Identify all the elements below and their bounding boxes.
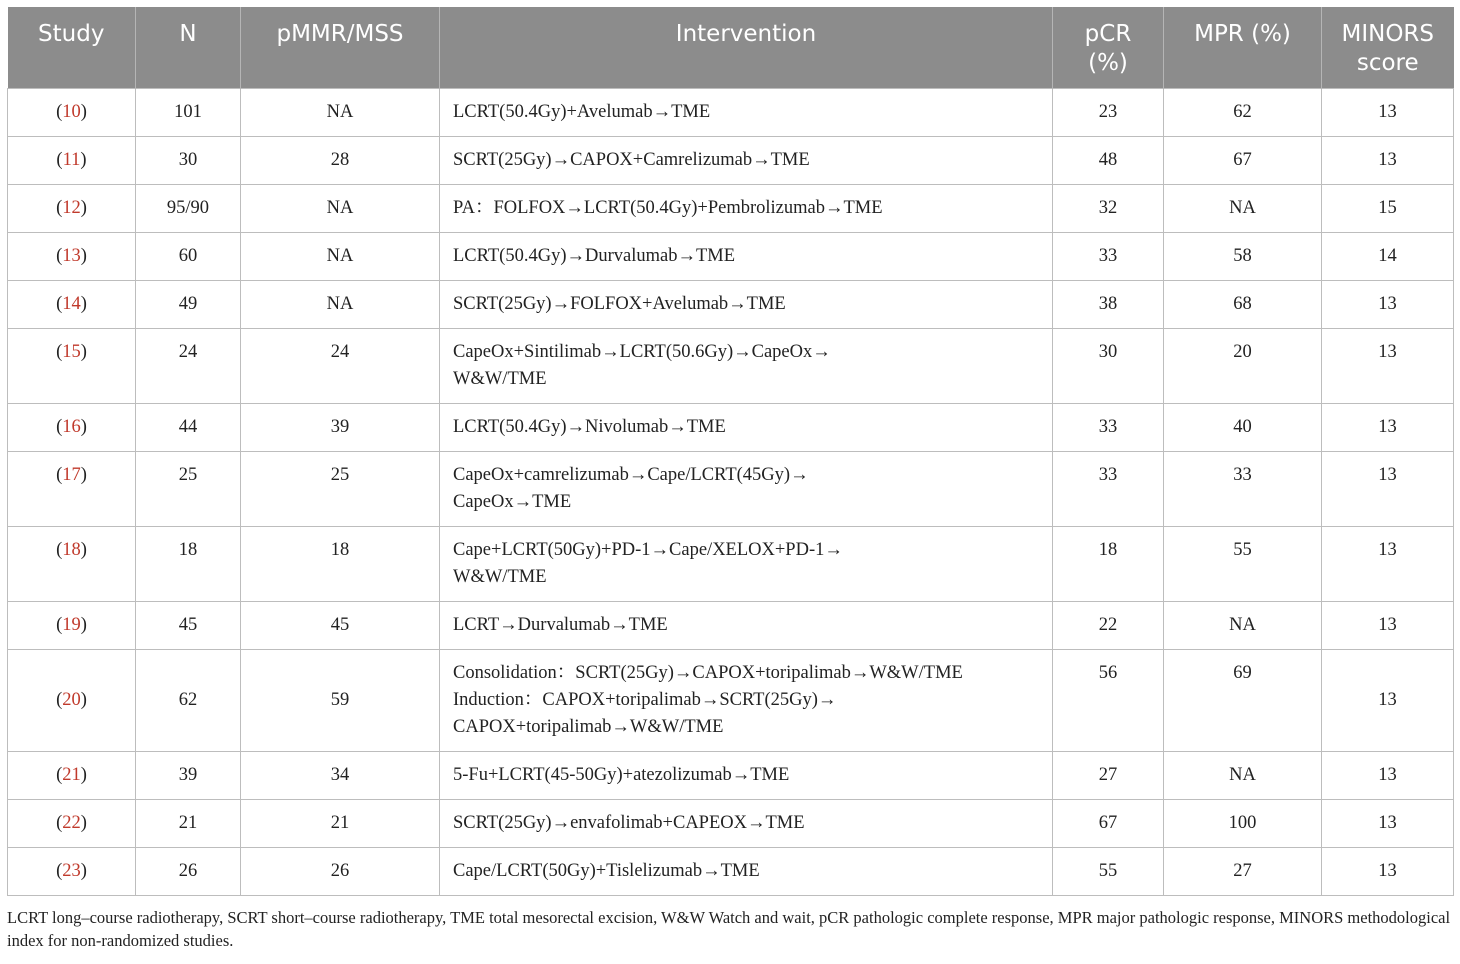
cell-mpr: 58 xyxy=(1164,233,1322,281)
header-n xyxy=(136,7,241,89)
cell-pcr: 33 xyxy=(1053,233,1164,281)
cell-mpr: 100 xyxy=(1164,800,1322,848)
reference-link[interactable]: 23 xyxy=(62,861,81,881)
header-line: MPR (%) xyxy=(1194,21,1291,47)
cell-minors-score: 13 xyxy=(1322,404,1454,452)
table-row xyxy=(8,89,1454,137)
cell-intervention xyxy=(440,650,1053,752)
cell-pmmr-mss: 25 xyxy=(241,452,440,527)
cell-mpr: 67 xyxy=(1164,137,1322,185)
cell-pcr: 55 xyxy=(1053,848,1164,896)
header-line: pCR xyxy=(1084,21,1132,47)
cell-minors-score: 13 xyxy=(1322,281,1454,329)
cell-intervention xyxy=(440,329,1053,404)
cell-intervention xyxy=(440,233,1053,281)
cell-pmmr-mss: 39 xyxy=(241,404,440,452)
cell-intervention xyxy=(440,527,1053,602)
cell-study: (10) xyxy=(8,89,136,137)
cell-mpr: 33 xyxy=(1164,452,1322,527)
intervention-line: LCRT→Durvalumab→TME xyxy=(453,615,668,635)
cell-minors-score: 13 xyxy=(1322,329,1454,404)
intervention-line: LCRT(50.4Gy)→Durvalumab→TME xyxy=(453,246,735,266)
cell-pmmr-mss: NA xyxy=(241,185,440,233)
cell-study: (14) xyxy=(8,281,136,329)
intervention-line: Consolidation：SCRT(25Gy)→CAPOX+toripalimab→W&W/TME xyxy=(453,663,963,683)
cell-intervention xyxy=(440,848,1053,896)
cell-minors-score: 15 xyxy=(1322,185,1454,233)
intervention-line: CapeOx→TME xyxy=(453,492,572,512)
cell-mpr: 20 xyxy=(1164,329,1322,404)
cell-pmmr-mss: 21 xyxy=(241,800,440,848)
cell-pcr: 38 xyxy=(1053,281,1164,329)
cell-pmmr-mss: 34 xyxy=(241,752,440,800)
table-row xyxy=(8,404,1454,452)
cell-n: 24 xyxy=(136,329,241,404)
cell-pmmr-mss: NA xyxy=(241,281,440,329)
studies-table xyxy=(7,7,1454,896)
table-row xyxy=(8,233,1454,281)
reference-link[interactable]: 20 xyxy=(62,690,81,710)
intervention-line: SCRT(25Gy)→FOLFOX+Avelumab→TME xyxy=(453,294,786,314)
header-line: pMMR/MSS xyxy=(276,21,404,47)
cell-pmmr-mss: 28 xyxy=(241,137,440,185)
reference-link[interactable]: 13 xyxy=(62,246,81,266)
header-line: MINORS xyxy=(1341,21,1435,47)
data-table-container xyxy=(7,7,1453,896)
reference-link[interactable]: 11 xyxy=(62,150,81,170)
cell-minors-score: 13 xyxy=(1322,527,1454,602)
header-line: Intervention xyxy=(675,21,817,47)
cell-pcr: 30 xyxy=(1053,329,1164,404)
intervention-line: CAPOX+toripalimab→W&W/TME xyxy=(453,717,724,737)
table-row xyxy=(8,800,1454,848)
cell-minors-score: 13 xyxy=(1322,89,1454,137)
header-intervention xyxy=(440,7,1053,89)
cell-pcr: 33 xyxy=(1053,452,1164,527)
intervention-line: CapeOx+camrelizumab→Cape/LCRT(45Gy)→ xyxy=(453,465,809,485)
intervention-line: SCRT(25Gy)→envafolimab+CAPEOX→TME xyxy=(453,813,805,833)
table-row xyxy=(8,752,1454,800)
intervention-line: Cape/LCRT(50Gy)+Tislelizumab→TME xyxy=(453,861,760,881)
cell-pcr: 32 xyxy=(1053,185,1164,233)
cell-mpr: 40 xyxy=(1164,404,1322,452)
intervention-line: 5-Fu+LCRT(45-50Gy)+atezolizumab→TME xyxy=(453,765,790,785)
cell-minors-score: 13 xyxy=(1322,848,1454,896)
cell-pcr: 27 xyxy=(1053,752,1164,800)
cell-pcr: 48 xyxy=(1053,137,1164,185)
cell-minors-score: 13 xyxy=(1322,752,1454,800)
cell-minors-score: 13 xyxy=(1322,452,1454,527)
reference-link[interactable]: 22 xyxy=(62,813,81,833)
cell-mpr: 68 xyxy=(1164,281,1322,329)
cell-pcr: 22 xyxy=(1053,602,1164,650)
cell-intervention xyxy=(440,137,1053,185)
cell-intervention xyxy=(440,185,1053,233)
reference-link[interactable]: 15 xyxy=(62,342,81,362)
cell-n: 62 xyxy=(136,650,241,752)
reference-link[interactable]: 16 xyxy=(62,417,81,437)
header-line: score xyxy=(1356,50,1419,76)
cell-n: 95/90 xyxy=(136,185,241,233)
header-line: (%) xyxy=(1088,50,1128,76)
cell-mpr: NA xyxy=(1164,752,1322,800)
cell-pcr: 56 xyxy=(1053,650,1164,752)
cell-intervention xyxy=(440,281,1053,329)
cell-minors-score: 13 xyxy=(1322,137,1454,185)
cell-n: 30 xyxy=(136,137,241,185)
cell-study: (21) xyxy=(8,752,136,800)
cell-pcr: 33 xyxy=(1053,404,1164,452)
cell-n: 26 xyxy=(136,848,241,896)
cell-intervention xyxy=(440,404,1053,452)
cell-study: (13) xyxy=(8,233,136,281)
cell-study: (12) xyxy=(8,185,136,233)
header-minors-score xyxy=(1322,7,1454,89)
table-row xyxy=(8,329,1454,404)
reference-link[interactable]: 10 xyxy=(62,102,81,122)
cell-minors-score: 13 xyxy=(1322,650,1454,752)
cell-mpr: 62 xyxy=(1164,89,1322,137)
cell-intervention xyxy=(440,89,1053,137)
cell-minors-score: 14 xyxy=(1322,233,1454,281)
cell-pcr: 23 xyxy=(1053,89,1164,137)
table-header-row xyxy=(8,7,1454,89)
intervention-line: SCRT(25Gy)→CAPOX+Camrelizumab→TME xyxy=(453,150,810,170)
header-pcr xyxy=(1053,7,1164,89)
cell-intervention xyxy=(440,752,1053,800)
cell-pmmr-mss: 24 xyxy=(241,329,440,404)
reference-link[interactable]: 21 xyxy=(62,765,81,785)
intervention-line: LCRT(50.4Gy)+Avelumab→TME xyxy=(453,102,711,122)
reference-link[interactable]: 14 xyxy=(62,294,81,314)
header-line: Study xyxy=(38,21,105,47)
cell-n: 21 xyxy=(136,800,241,848)
intervention-line: Cape+LCRT(50Gy)+PD-1→Cape/XELOX+PD-1→ xyxy=(453,540,843,560)
cell-pmmr-mss: 26 xyxy=(241,848,440,896)
table-row xyxy=(8,650,1454,752)
table-body xyxy=(8,89,1454,896)
table-row xyxy=(8,281,1454,329)
header-mpr xyxy=(1164,7,1322,89)
table-footnote: LCRT long–course radiotherapy, SCRT short–course radiotherapy, TME total mesorectal excision, W&W Watch and wait, pCR pathologic complete response, MPR major pathologic response, MINORS methodological index for non-randomized studies. xyxy=(7,908,1451,950)
cell-n: 25 xyxy=(136,452,241,527)
reference-link[interactable]: 19 xyxy=(62,615,81,635)
cell-study: (17) xyxy=(8,452,136,527)
cell-mpr: NA xyxy=(1164,185,1322,233)
reference-link[interactable]: 17 xyxy=(62,465,81,485)
cell-minors-score: 13 xyxy=(1322,800,1454,848)
cell-study: (16) xyxy=(8,404,136,452)
cell-n: 39 xyxy=(136,752,241,800)
cell-pmmr-mss: 59 xyxy=(241,650,440,752)
cell-n: 60 xyxy=(136,233,241,281)
cell-study: (11) xyxy=(8,137,136,185)
cell-pmmr-mss: NA xyxy=(241,89,440,137)
cell-study: (19) xyxy=(8,602,136,650)
cell-pmmr-mss: NA xyxy=(241,233,440,281)
cell-mpr: 27 xyxy=(1164,848,1322,896)
cell-n: 49 xyxy=(136,281,241,329)
cell-mpr: 55 xyxy=(1164,527,1322,602)
intervention-line: LCRT(50.4Gy)→Nivolumab→TME xyxy=(453,417,726,437)
table-row xyxy=(8,527,1454,602)
cell-n: 45 xyxy=(136,602,241,650)
reference-link[interactable]: 18 xyxy=(62,540,81,560)
cell-study: (20) xyxy=(8,650,136,752)
header-pmmr-mss xyxy=(241,7,440,89)
cell-intervention xyxy=(440,452,1053,527)
cell-intervention xyxy=(440,602,1053,650)
cell-n: 101 xyxy=(136,89,241,137)
table-row xyxy=(8,848,1454,896)
cell-pcr: 67 xyxy=(1053,800,1164,848)
cell-study: (18) xyxy=(8,527,136,602)
cell-pmmr-mss: 45 xyxy=(241,602,440,650)
cell-pcr: 18 xyxy=(1053,527,1164,602)
intervention-line: W&W/TME xyxy=(453,567,547,587)
cell-study: (15) xyxy=(8,329,136,404)
cell-n: 44 xyxy=(136,404,241,452)
table-row xyxy=(8,452,1454,527)
cell-mpr: 69 xyxy=(1164,650,1322,752)
table-row xyxy=(8,137,1454,185)
cell-intervention xyxy=(440,800,1053,848)
reference-link[interactable]: 12 xyxy=(62,198,81,218)
cell-study: (22) xyxy=(8,800,136,848)
cell-n: 18 xyxy=(136,527,241,602)
cell-pmmr-mss: 18 xyxy=(241,527,440,602)
intervention-line: PA：FOLFOX→LCRT(50.4Gy)+Pembrolizumab→TME xyxy=(453,198,883,218)
header-study xyxy=(8,7,136,89)
table-row xyxy=(8,602,1454,650)
intervention-line: CapeOx+Sintilimab→LCRT(50.6Gy)→CapeOx→ xyxy=(453,342,831,362)
intervention-line: Induction：CAPOX+toripalimab→SCRT(25Gy)→ xyxy=(453,690,837,710)
header-line: N xyxy=(179,21,197,47)
cell-study: (23) xyxy=(8,848,136,896)
table-row xyxy=(8,185,1454,233)
cell-mpr: NA xyxy=(1164,602,1322,650)
cell-minors-score: 13 xyxy=(1322,602,1454,650)
intervention-line: W&W/TME xyxy=(453,369,547,389)
